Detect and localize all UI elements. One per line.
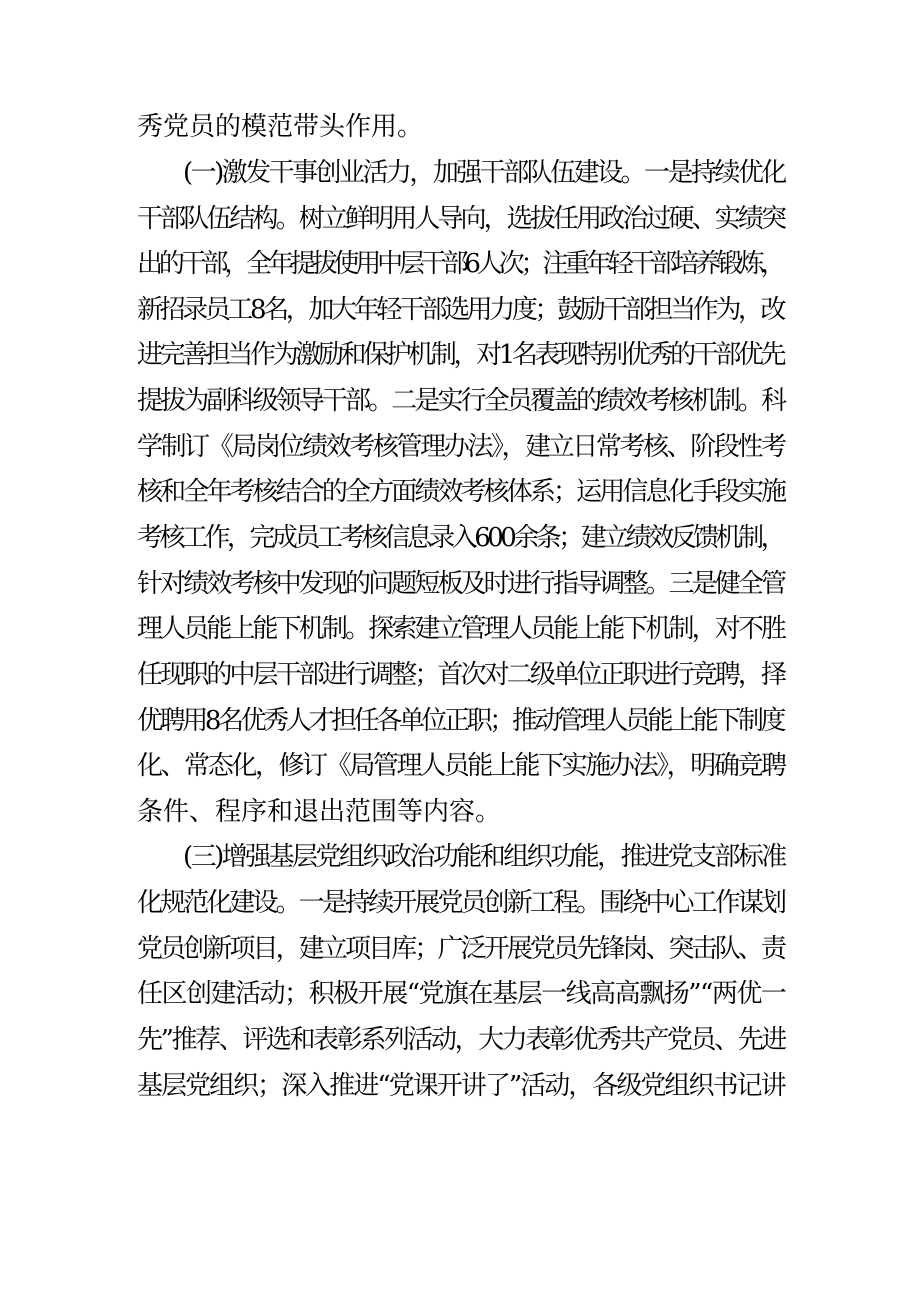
text-line: 优聘用8名优秀人才担任各单位正职；推动管理人员能上能下制度: [137, 706, 784, 736]
text-line: 学制订《局岗位绩效考核管理办法》，建立日常考核、阶段性考: [137, 432, 785, 462]
text-line: 提拔为副科级领导干部。二是实行全员覆盖的绩效考核机制。科: [137, 386, 785, 416]
text-line: 出的干部，全年提拔使用中层干部6人次；注重年轻干部培养锻炼，: [137, 249, 783, 279]
text-line: 针对绩效考核中发现的问题短板及时进行指导调整。三是健全管: [137, 569, 785, 599]
text-line: 任现职的中层干部进行调整；首次对二级单位正职进行竞聘，择: [137, 660, 785, 690]
text-line: 理人员能上能下机制。探索建立管理人员能上能下机制，对不胜: [137, 614, 785, 644]
text-line: 秀党员的模范带头作用。: [137, 112, 424, 142]
text-line: 干部队伍结构。树立鲜明用人导向，选拔任用政治过硬、实绩突: [137, 204, 785, 234]
text-line: 基层党组织；深入推进“党课开讲了”活动，各级党组织书记讲: [137, 1071, 785, 1101]
text-line: 考核工作，完成员工考核信息录入600余条；建立绩效反馈机制，: [137, 523, 784, 553]
text-line: 化、常态化，修订《局管理人员能上能下实施办法》，明确竞聘: [137, 751, 785, 781]
text-line: 条件、程序和退出范围等内容。: [137, 797, 502, 827]
text-line: 化规范化建设。一是持续开展党员创新工程。围绕中心工作谋划: [137, 888, 785, 918]
text-line: 进完善担当作为激励和保护机制，对1名表现特别优秀的干部优先: [137, 340, 784, 370]
text-line: 新招录员工8名，加大年轻干部选用力度；鼓励干部担当作为，改: [137, 295, 784, 325]
text-line: 核和全年考核结合的全方面绩效考核体系；运用信息化手段实施: [137, 477, 785, 507]
section-heading-line: (三)增强基层党组织政治功能和组织功能，推进党支部标准: [183, 842, 785, 872]
text-line: 先”推荐、评选和表彰系列活动，大力表彰优秀共产党员、先进: [137, 1025, 785, 1055]
text-line: 任区创建活动；积极开展“党旗在基层一线高高飘扬”“两优一: [137, 979, 786, 1009]
text-line: 党员创新项目，建立项目库；广泛开展党员先锋岗、突击队、责: [137, 934, 785, 964]
section-heading-line: (一)激发干事创业活力，加强干部队伍建设。一是持续优化: [183, 158, 785, 188]
